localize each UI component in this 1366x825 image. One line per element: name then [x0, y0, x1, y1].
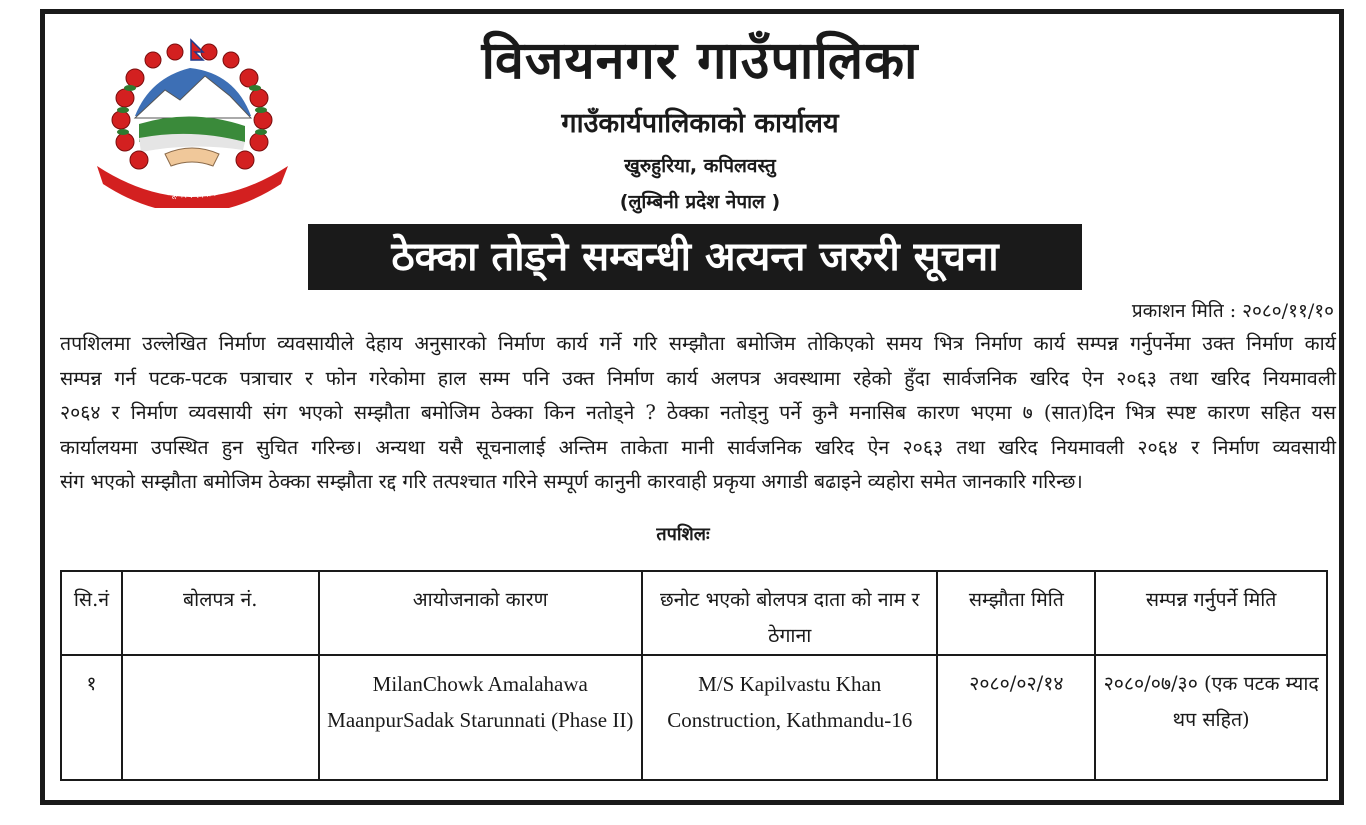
notice-banner: ठेक्का तोड्ने सम्बन्धी अत्यन्त जरुरी सूचना [308, 224, 1082, 290]
body-line: २०६४ र निर्माण व्यवसायी संग भएको सम्झौता बमोजिम ठेक्का किन नतोड्ने ? ठेक्का नतोड्नु पर्ने कुनै मनासिब कारण भएमा ७ (सात)दिन भित्र स्पष्ट कारण सहित यस [60, 401, 1336, 424]
office-address: खुरुहुरिया, कपिलवस्तु [624, 155, 776, 177]
cell-completion-date: २०८०/०७/३० (एक पटक म्याद थप सहित) [1095, 655, 1327, 780]
cell-bidder: M/S Kapilvastu Khan Construction, Kathmandu-16 [642, 655, 937, 780]
svg-text:जननी जन्मभूमिश्च स्वर्गादपि गर: जननी जन्मभूमिश्च स्वर्गादपि गरीयसी [133, 175, 250, 202]
nepal-government-emblem-icon [95, 38, 290, 208]
body-line: कार्यालयमा उपस्थित हुन सुचित गरिन्छ। अन्यथा यसै सूचनालाई अन्तिम ताकेता मानी सार्वजनिक खरिद ऐन २०६३ तथा खरिद नियमावली २०६४ र निर्माण व्यवसायी [60, 435, 1336, 459]
table-header-row [61, 571, 1327, 655]
body-line: सम्पन्न गर्न पटक-पटक पत्राचार र फोन गरेकोमा हाल सम्म पनि उक्त निर्माण कार्य अलपत्र अवस्थामा रहेको हुँदा सार्वजनिक खरिद ऐन २०६३ तथा खरिद नियमावली [60, 366, 1336, 390]
table-row [61, 655, 1327, 780]
header-project: आयोजनाको कारण [319, 571, 642, 655]
province-label: (लुम्बिनी प्रदेश नेपाल ) [619, 191, 781, 213]
header-sn: सि.नं [61, 571, 122, 655]
cell-sn: १ [61, 655, 122, 780]
body-line: तपशिलमा उल्लेखित निर्माण व्यवसायीले देहाय अनुसारको निर्माण कार्य गर्ने गरि सम्झौता बमोजिम तोकिएको समय भित्र निर्माण कार्य सम्पन्न गर्नुपर्नेमा उक्त निर्माण कार्य [60, 332, 1336, 355]
contract-table [60, 570, 1328, 781]
header-completion-date: सम्पन्न गर्नुपर्ने मिति [1095, 571, 1327, 655]
header-agreement-date: सम्झौता मिति [937, 571, 1095, 655]
cell-bid-no [122, 655, 319, 780]
office-name: गाउँकार्यपालिकाको कार्यालय [561, 108, 839, 139]
header-bid-no: बोलपत्र नं. [122, 571, 319, 655]
cell-agreement-date: २०८०/०२/१४ [937, 655, 1095, 780]
notice-body [60, 327, 1336, 500]
schedule-label: तपशिलः [656, 524, 710, 545]
header-bidder: छनोट भएको बोलपत्र दाता को नाम र ठेगाना [642, 571, 937, 655]
publication-date: प्रकाशन मिति : २०८०/११/१० [1131, 300, 1334, 322]
municipality-title: विजयनगर गाउँपालिका [481, 31, 919, 91]
body-line: संग भएको सम्झौता बमोजिम ठेक्का सम्झौता रद्द गरि तत्पश्चात गरिने सम्पूर्ण कानुनी कारवाही प्रकृया अगाडी बढाइने व्यहोरा समेत जानकारि गरिन्छ। [60, 470, 1083, 493]
cell-project: MilanChowk Amalahawa MaanpurSadak Starunnati (Phase II) [319, 655, 642, 780]
